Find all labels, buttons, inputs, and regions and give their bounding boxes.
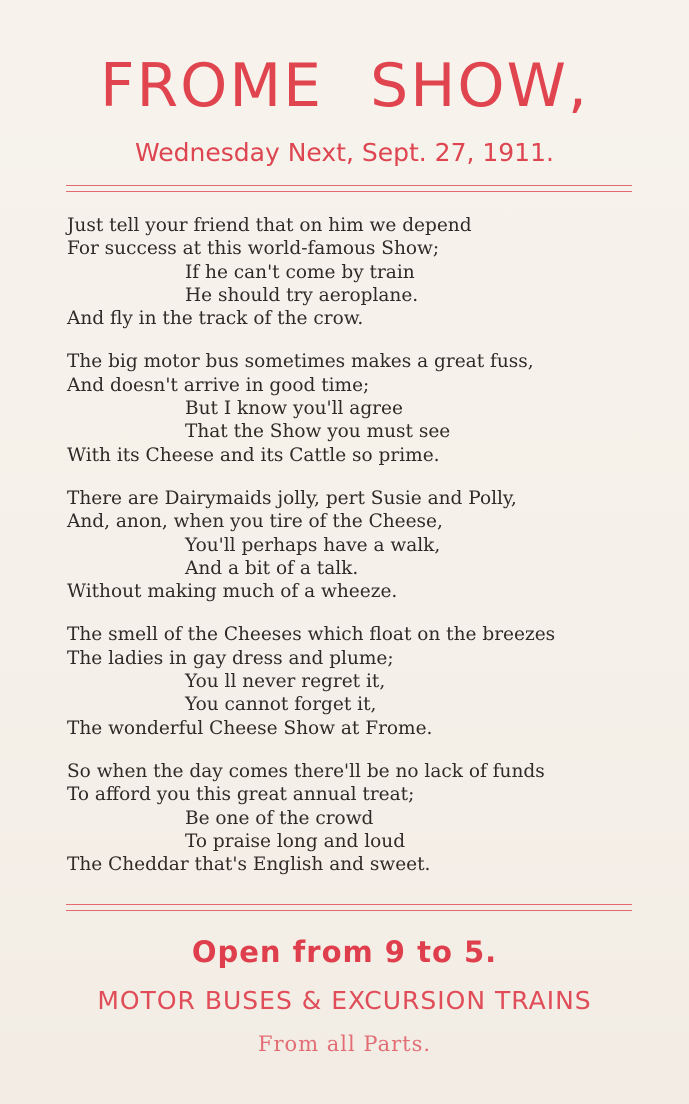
poem-line: The big motor bus sometimes makes a great fuss, [67,351,534,373]
poem-line: To praise long and loud [185,830,406,852]
poem-line: The Cheddar that's English and sweet. [67,854,431,876]
poem-line: And, anon, when you tire of the Cheese, [67,511,443,533]
poem-line: The wonderful Cheese Show at Frome. [67,717,433,739]
poem-line: So when the day comes there'll be no lack of funds [67,760,545,782]
stanza [67,623,667,739]
poem-line: The smell of the Cheeses which float on the breezes [67,624,556,646]
stanza [67,350,667,466]
poem-line: And fly in the track of the crow. [67,308,364,330]
poem-line: Be one of the crowd [185,807,374,829]
transport-notice: MOTOR BUSES & EXCURSION TRAINS [97,986,592,1015]
stanza [67,487,667,603]
poem-line: To afford you this great annual treat; [67,784,415,806]
stanza [67,214,667,330]
show-date: Wednesday Next, Sept. 27, 1911. [135,138,554,167]
poem-line: You cannot forget it, [185,694,377,716]
bottom-divider [66,904,632,911]
poem-line: And a bit of a talk. [185,557,359,579]
poem-line: There are Dairymaids jolly, pert Susie and Polly, [67,487,517,509]
poem [67,214,667,896]
poem-line: He should try aeroplane. [185,284,419,306]
from-all-parts: From all Parts. [257,1032,432,1056]
stanza [67,760,667,876]
poem-line: And doesn't arrive in good time; [67,374,370,396]
poem-line: For success at this world-famous Show; [67,238,440,260]
poem-line: With its Cheese and its Cattle so prime. [67,444,440,466]
poem-line: The ladies in gay dress and plume; [67,647,394,669]
top-divider [66,185,632,192]
poem-line: Just tell your friend that on him we depend [67,215,472,236]
poem-line: Without making much of a wheeze. [67,581,398,603]
poem-line: You'll perhaps have a walk, [185,534,441,556]
poem-line: But I know you'll agree [185,398,403,420]
poem-line: If he can't come by train [185,261,415,283]
poem-line: You ll never regret it, [185,671,386,693]
opening-hours: Open from 9 to 5. [191,935,498,969]
poem-line: That the Show you must see [185,421,451,443]
show-title: FROME SHOW, [99,51,589,121]
